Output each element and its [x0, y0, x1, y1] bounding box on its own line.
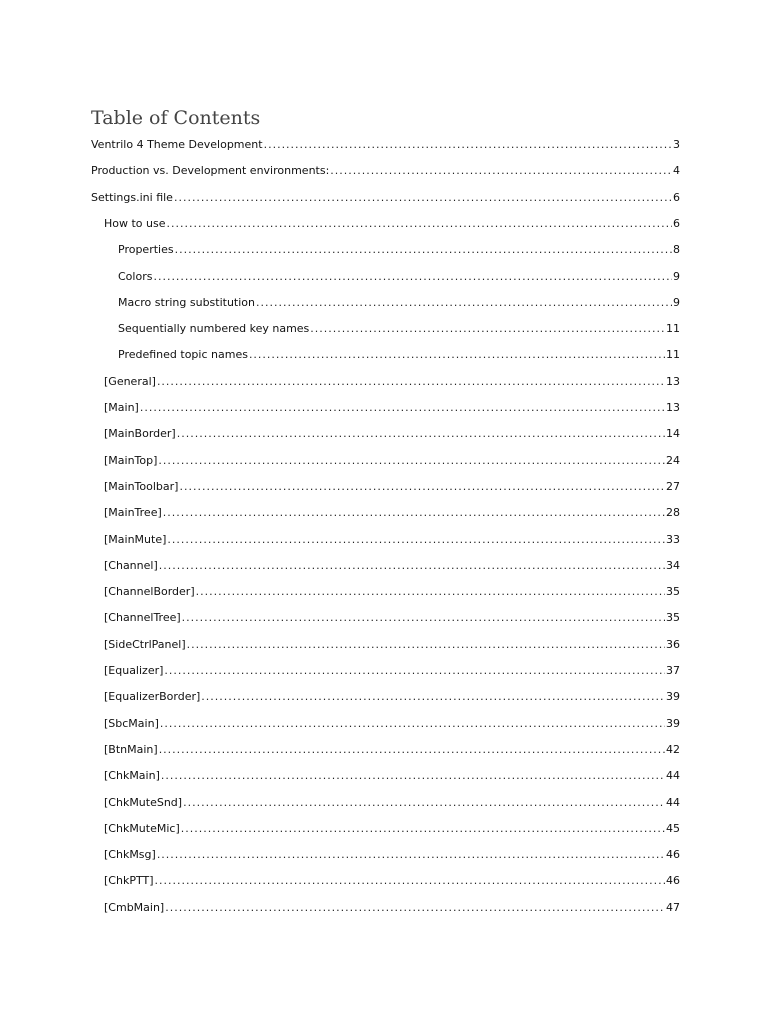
toc-entry[interactable] [104, 715, 680, 733]
toc-entry[interactable] [104, 478, 680, 496]
toc-entry-title: [ChannelBorder] [104, 585, 195, 599]
toc-entry[interactable] [91, 136, 680, 154]
toc-entry[interactable] [91, 162, 680, 180]
toc-entry-title: [CmbMain] [104, 900, 165, 914]
toc-dot-leader [179, 478, 665, 496]
toc-entry-title: Macro string substitution [118, 295, 256, 309]
toc-entry[interactable] [104, 899, 680, 917]
toc-entry-page-number: 34 [666, 558, 680, 572]
toc-entry[interactable] [104, 557, 680, 575]
toc-dot-leader [310, 320, 665, 338]
toc-entry-page-number: 33 [666, 532, 680, 546]
toc-dot-leader [330, 162, 672, 180]
toc-entry-title: [ChkPTT] [104, 874, 154, 888]
toc-title: Table of Contents [91, 107, 261, 129]
toc-entry[interactable] [118, 346, 680, 364]
toc-dot-leader [264, 136, 672, 154]
toc-entry-page-number: 3 [673, 138, 680, 151]
toc-entry-page-number: 9 [673, 295, 680, 309]
toc-entry[interactable] [104, 531, 680, 549]
toc-dot-leader [157, 846, 665, 864]
toc-entry[interactable] [104, 767, 680, 785]
toc-entry-page-number: 13 [666, 374, 680, 388]
toc-entry[interactable] [104, 215, 680, 233]
toc-entry-title: [SbcMain] [104, 716, 159, 730]
toc-entry-title: [ChkMsg] [104, 848, 156, 862]
toc-entry-title: Colors [118, 269, 153, 283]
toc-dot-leader [187, 636, 665, 654]
toc-entry[interactable] [104, 583, 680, 601]
toc-entry-page-number: 35 [666, 611, 680, 625]
toc-entry-page-number: 28 [666, 506, 680, 520]
toc-entry-title: [SideCtrlPanel] [104, 637, 186, 651]
toc-entry-page-number: 44 [666, 795, 680, 809]
toc-entry-title: [MainMute] [104, 532, 167, 546]
toc-dot-leader [167, 531, 665, 549]
toc-dot-leader [140, 399, 665, 417]
toc-entry-page-number: 14 [666, 427, 680, 441]
toc-dot-leader [201, 688, 665, 706]
toc-entry-page-number: 11 [666, 322, 680, 336]
toc-dot-leader [183, 794, 665, 812]
toc-entry[interactable] [118, 241, 680, 259]
toc-entry-title: [Channel] [104, 558, 158, 572]
toc-entry-page-number: 8 [673, 243, 680, 257]
toc-entry-page-number: 6 [673, 190, 680, 204]
toc-entry[interactable] [104, 872, 680, 890]
toc-entry-page-number: 27 [666, 479, 680, 493]
toc-dot-leader [154, 872, 665, 890]
toc-dot-leader [175, 241, 672, 259]
toc-dot-leader [249, 346, 665, 364]
toc-entry-page-number: 44 [666, 769, 680, 783]
toc-entry-page-number: 4 [673, 164, 680, 178]
toc-entry-page-number: 46 [666, 874, 680, 888]
toc-dot-leader [159, 557, 665, 575]
toc-entry[interactable] [118, 294, 680, 312]
toc-entry-page-number: 36 [666, 637, 680, 651]
toc-entry-page-number: 45 [666, 821, 680, 835]
toc-entry-title: [EqualizerBorder] [104, 690, 201, 704]
toc-entry-title: [ChannelTree] [104, 611, 181, 625]
toc-dot-leader [164, 662, 665, 680]
toc-entry[interactable] [104, 504, 680, 522]
toc-entry-title: [BtnMain] [104, 742, 158, 756]
toc-entry-title: Sequentially numbered key names [118, 322, 310, 336]
toc-dot-leader [158, 452, 665, 470]
toc-entry[interactable] [104, 846, 680, 864]
toc-dot-leader [167, 215, 672, 233]
toc-dot-leader [165, 899, 665, 917]
toc-entry-page-number: 39 [666, 716, 680, 730]
toc-dot-leader [160, 715, 665, 733]
toc-entry[interactable] [118, 320, 680, 338]
toc-entry[interactable] [104, 425, 680, 443]
toc-entry[interactable] [104, 609, 680, 627]
toc-entry-page-number: 24 [666, 453, 680, 467]
toc-entry[interactable] [104, 741, 680, 759]
toc-entry-page-number: 6 [673, 216, 680, 230]
toc-entry[interactable] [104, 688, 680, 706]
toc-entry-title: [MainBorder] [104, 427, 176, 441]
toc-entry-title: [Equalizer] [104, 664, 164, 677]
toc-dot-leader [177, 425, 665, 443]
toc-entry-title: [ChkMuteMic] [104, 821, 180, 835]
toc-entry-page-number: 9 [673, 269, 680, 283]
toc-dot-leader [159, 741, 665, 759]
toc-entry-page-number: 47 [666, 900, 680, 914]
toc-dot-leader [157, 373, 665, 391]
toc-entry[interactable] [104, 636, 680, 654]
toc-entry[interactable] [118, 268, 680, 286]
toc-entry-title: Ventrilo 4 Theme Development [91, 138, 263, 151]
toc-dot-leader [182, 609, 665, 627]
toc-entry[interactable] [104, 399, 680, 417]
toc-entry-page-number: 42 [666, 742, 680, 756]
toc-entry-title: Properties [118, 243, 174, 257]
toc-entry[interactable] [104, 373, 680, 391]
toc-dot-leader [153, 268, 672, 286]
toc-entry-page-number: 13 [666, 401, 680, 414]
toc-entry-title: [ChkMain] [104, 769, 160, 783]
toc-dot-leader [196, 583, 665, 601]
toc-dot-leader [174, 189, 672, 207]
toc-entry-page-number: 39 [666, 690, 680, 704]
toc-entry[interactable] [104, 820, 680, 838]
toc-dot-leader [163, 504, 665, 522]
toc-entry-page-number: 46 [666, 848, 680, 862]
toc-entry-title: Settings.ini file [91, 190, 173, 204]
toc-entry[interactable] [104, 794, 680, 812]
toc-entry-title: Production vs. Development environments: [91, 164, 330, 178]
toc-entry-title: [MainTop] [104, 453, 158, 467]
toc-entry-title: [Main] [104, 401, 139, 414]
toc-entry-page-number: 11 [666, 348, 680, 362]
toc-entry-title: [MainToolbar] [104, 479, 179, 493]
toc-entry-page-number: 35 [666, 585, 680, 599]
toc-dot-leader [161, 767, 665, 785]
toc-entry-title: [MainTree] [104, 506, 162, 520]
toc-dot-leader [181, 820, 665, 838]
toc-entry-title: [ChkMuteSnd] [104, 795, 183, 809]
toc-dot-leader [256, 294, 672, 312]
toc-entry-title: How to use [104, 216, 166, 230]
toc-entry[interactable] [104, 662, 680, 680]
toc-entry[interactable] [104, 452, 680, 470]
toc-entry[interactable] [91, 189, 680, 207]
toc-entry-title: Predefined topic names [118, 348, 248, 362]
toc-entry-page-number: 37 [666, 664, 680, 677]
toc-entry-title: [General] [104, 374, 156, 388]
